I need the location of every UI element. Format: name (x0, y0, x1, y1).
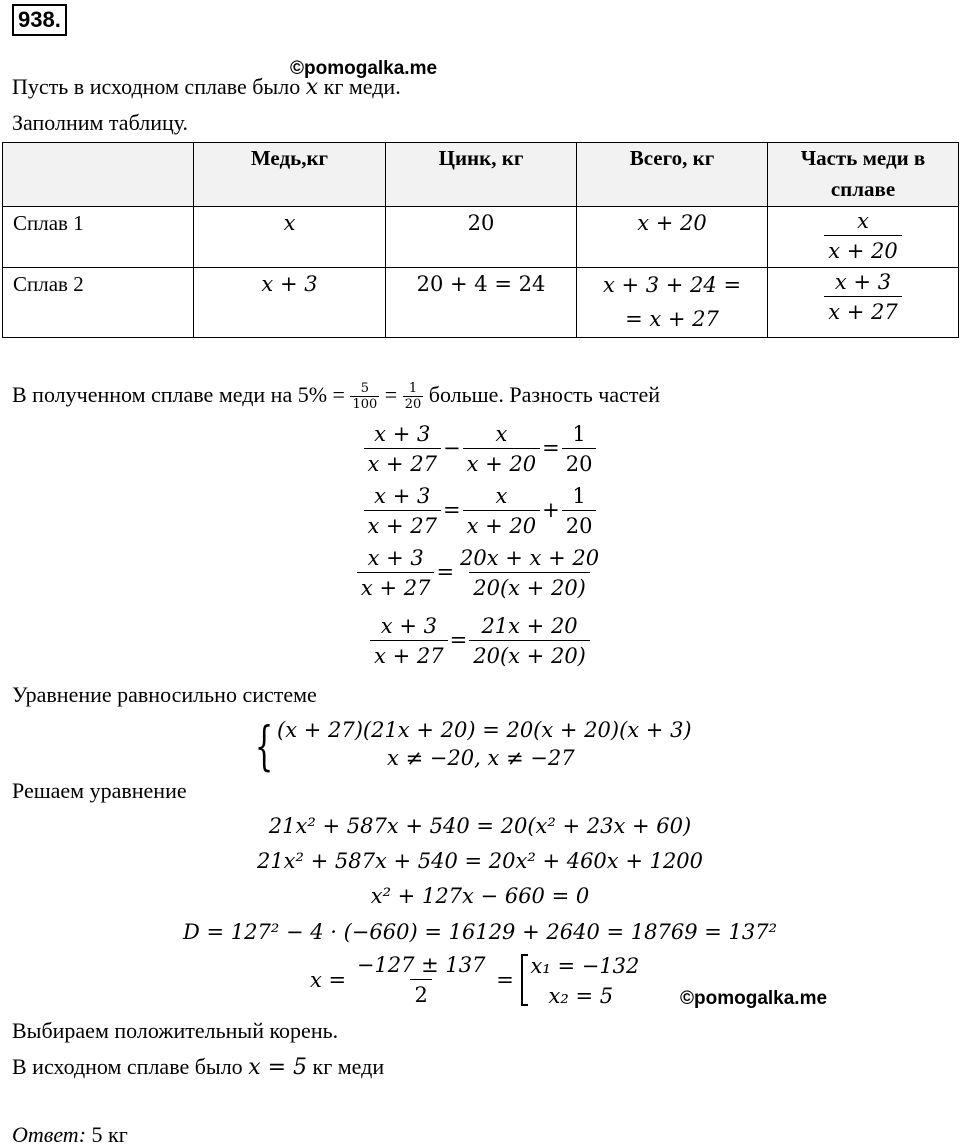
frac-den: 20(x + 20) (469, 640, 590, 671)
frac-num: −127 ± 137 (356, 952, 486, 977)
difference-pre: В полученном сплаве меди на 5% = (12, 382, 345, 407)
frac-num: x (495, 484, 508, 508)
fill-table-text: Заполним таблицу. (12, 110, 189, 135)
frac-num: x + 3 (367, 546, 424, 570)
frac-den: 2 (410, 979, 431, 1010)
frac-num: 20x + x + 20 (460, 546, 600, 570)
choose-root-text: Выбираем положительный корень. (12, 1018, 339, 1043)
frac-den: x + 27 (364, 448, 442, 479)
frac-den: x + 20 (463, 448, 541, 479)
system-line-1: (x + 27)(21x + 20) = 20(x + 20)(x + 3) (277, 718, 692, 742)
table-cell-total (577, 207, 768, 268)
equals-sign: = (384, 382, 398, 407)
table-cell-copper: x + 3 (194, 268, 386, 338)
frac-den: x + 27 (370, 640, 448, 671)
small-frac-den: 20 (404, 397, 422, 413)
frac-den: 20 (562, 510, 597, 541)
root-lhs: x = (310, 968, 347, 992)
answer-value: 5 кг (91, 1122, 128, 1147)
intro-pre: Пусть в исходном сплаве было (12, 74, 301, 99)
watermark-top: ©pomogalka.me (290, 58, 438, 79)
operator: = (443, 498, 461, 522)
frac-num: 21x + 20 (481, 614, 578, 638)
table-row (3, 268, 959, 338)
frac-num: 1 (572, 422, 586, 446)
table-header-total: Всего, кг (577, 143, 768, 207)
intro-var: x (305, 75, 319, 100)
intro-post: кг меди. (323, 74, 401, 99)
frac-num: x + 3 (374, 422, 431, 446)
total-line1: x + 20 (637, 211, 707, 235)
watermark-bottom: ©pomogalka.me (680, 988, 828, 1009)
table-header-part: Часть меди в сплаве (768, 143, 959, 207)
equation-3 (0, 544, 960, 603)
roots-bracket-group (521, 950, 661, 1010)
result-eq: x = 5 (248, 1055, 308, 1080)
solve-step-1: 21x² + 587x + 540 = 20(x² + 23x + 60) (268, 814, 692, 838)
table-header-empty (3, 143, 194, 207)
part-numerator: x (857, 209, 869, 233)
part-denominator: x + 27 (824, 296, 902, 327)
small-frac-num: 5 (360, 381, 370, 397)
operator: = (449, 628, 468, 652)
table-cell-copper: x (194, 207, 386, 268)
equation-system (255, 716, 715, 776)
table-header-copper: Медь,кг (194, 143, 386, 207)
table-cell-name: Сплав 2 (3, 268, 194, 338)
problem-number: 938. (12, 4, 67, 36)
part-numerator: x + 3 (834, 270, 892, 294)
root-2: x₂ = 5 (548, 984, 614, 1008)
system-line-2: x ≠ −20, x ≠ −27 (387, 746, 575, 770)
operator: = (542, 436, 560, 460)
equation-4 (0, 612, 960, 671)
table-cell-total (577, 268, 768, 338)
equation-2 (0, 482, 960, 541)
table-cell-part (768, 207, 959, 268)
intro-text (12, 74, 401, 101)
difference-text (12, 378, 660, 412)
table-header-row (3, 143, 959, 207)
frac-num: x + 3 (374, 484, 431, 508)
table-cell-zinc: 20 + 4 = 24 (386, 268, 577, 338)
frac-den: x + 27 (364, 510, 442, 541)
table-header-zinc: Цинк, кг (386, 143, 577, 207)
solve-step-3: x² + 127x − 660 = 0 (370, 884, 590, 908)
table-cell-name: Сплав 1 (3, 207, 194, 268)
roots-formula (310, 950, 661, 1010)
answer-label: Ответ: (12, 1122, 87, 1147)
root-1: x₁ = −132 (530, 954, 640, 978)
answer (12, 1122, 128, 1148)
frac-num: x + 3 (380, 614, 437, 638)
frac-num: x (495, 422, 508, 446)
result-post: кг меди (312, 1054, 385, 1079)
roots-bracket (521, 954, 528, 1006)
part-denominator: x + 20 (824, 235, 902, 266)
small-frac-den: 100 (352, 397, 378, 413)
result-pre: В исходном сплаве было (12, 1054, 243, 1079)
root-eq: = (496, 968, 514, 992)
frac-den: x + 20 (463, 510, 541, 541)
discriminant: D = 127² − 4 · (−660) = 16129 + 2640 = 18769 = 137² (182, 920, 778, 944)
operator: − (443, 436, 461, 460)
small-frac-num: 1 (408, 381, 418, 397)
alloy-table (2, 142, 959, 338)
frac-den: 20(x + 20) (469, 572, 590, 603)
frac-den: x + 27 (357, 572, 435, 603)
difference-post: больше. Разность частей (428, 382, 661, 407)
result-text (12, 1054, 384, 1081)
table-cell-part (768, 268, 959, 338)
total-line1: x + 3 + 24 = (602, 273, 742, 297)
system-brace: { (255, 717, 274, 777)
operator: = (436, 560, 455, 584)
table-cell-zinc: 20 (386, 207, 577, 268)
operator: + (542, 498, 560, 522)
frac-den: 20 (562, 448, 597, 479)
frac-num: 1 (572, 484, 586, 508)
solve-step-2: 21x² + 587x + 540 = 20x² + 460x + 1200 (256, 849, 704, 873)
equation-1 (0, 420, 960, 479)
system-text: Уравнение равносильно системе (12, 682, 317, 707)
table-row (3, 207, 959, 268)
total-line2: = x + 27 (625, 307, 719, 331)
solve-text: Решаем уравнение (12, 778, 187, 803)
